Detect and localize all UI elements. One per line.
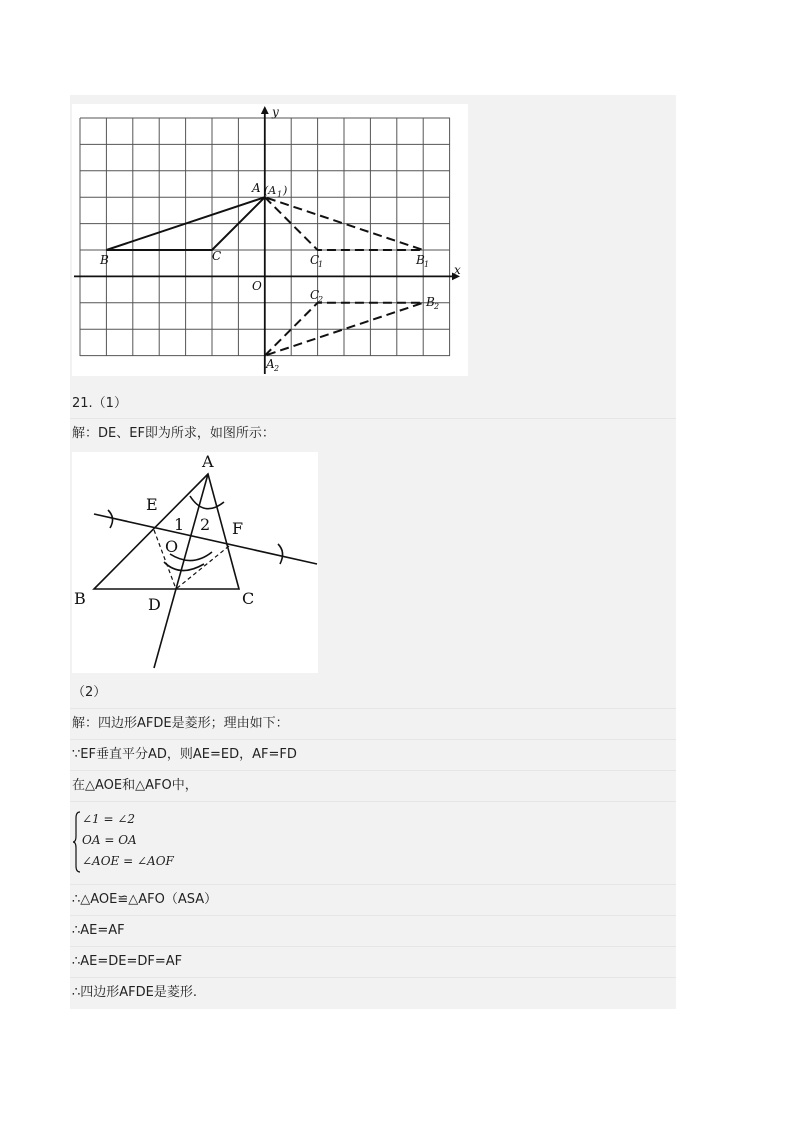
- figure2-label-d: D: [148, 595, 161, 614]
- arc-right: [278, 544, 283, 564]
- point-a1-label: (A: [264, 184, 277, 197]
- point-c-label: C: [212, 249, 222, 263]
- brace-icon: [72, 810, 82, 874]
- figure2-label-1: 1: [174, 515, 185, 534]
- point-c2-label: C: [310, 288, 320, 302]
- triangle-construction-svg: [72, 452, 318, 673]
- x-axis-label: x: [454, 263, 461, 277]
- y-axis-label: y: [272, 105, 279, 119]
- brace-row-1: ∠1 = ∠2: [82, 812, 136, 826]
- step2-line: 在△AOE和△AFO中，: [72, 778, 198, 793]
- point-a1-close: ): [283, 184, 288, 197]
- coordinate-grid-figure: [72, 104, 468, 376]
- point-c1-subscript: 1: [318, 260, 324, 269]
- y-axis-arrow: [261, 106, 269, 114]
- point-a-label: A: [252, 181, 261, 195]
- origin-label: O: [252, 279, 262, 293]
- point-c2-subscript: 2: [318, 295, 324, 304]
- point-b2-label: B: [426, 295, 435, 309]
- claim-line: 解：四边形AFDE是菱形；理由如下：: [72, 716, 289, 731]
- brace-row-3: ∠AOE = ∠AOF: [82, 854, 174, 868]
- figure2-label-e: E: [146, 495, 158, 514]
- part2-number: （2）: [72, 685, 107, 700]
- brace-row-2: OA = OA: [82, 833, 137, 847]
- point-a1-subscript: 1: [277, 190, 283, 199]
- point-a2-subscript: 2: [274, 364, 280, 373]
- triangle-construction-figure: [72, 452, 318, 673]
- step3-line: ∴△AOE≌△AFO（ASA）: [72, 892, 218, 907]
- step4-line: ∴AE=AF: [72, 923, 125, 938]
- point-b-label: B: [100, 253, 109, 267]
- step6-line: ∴四边形AFDE是菱形.: [72, 985, 197, 1000]
- figure2-label-f: F: [232, 519, 244, 538]
- point-b1-subscript: 1: [424, 260, 430, 269]
- figure2-label-o: O: [165, 537, 179, 556]
- triangle-abc-2: [94, 474, 239, 589]
- point-a2-label: A: [266, 357, 275, 371]
- point-c1-label: C: [310, 253, 320, 267]
- arc-angle-a: [190, 496, 224, 509]
- arc-lower-d: [164, 562, 204, 571]
- figure2-label-2: 2: [200, 515, 211, 534]
- brace-system: [72, 810, 272, 874]
- point-b2-subscript: 2: [434, 302, 440, 311]
- step5-line: ∴AE=DE=DF=AF: [72, 954, 183, 969]
- coordinate-grid-svg: [72, 104, 468, 376]
- step1-line: ∵EF垂直平分AD，则AE=ED，AF=FD: [72, 747, 297, 762]
- figure2-label-a: A: [202, 452, 214, 471]
- arc-left: [108, 510, 113, 528]
- point-b1-label: B: [416, 253, 425, 267]
- part1-answer: 解：DE、EF即为所求，如图所示：: [72, 426, 275, 441]
- figure2-label-b: B: [74, 589, 86, 608]
- question-number: 21.（1）: [72, 396, 127, 411]
- figure2-label-c: C: [242, 589, 255, 608]
